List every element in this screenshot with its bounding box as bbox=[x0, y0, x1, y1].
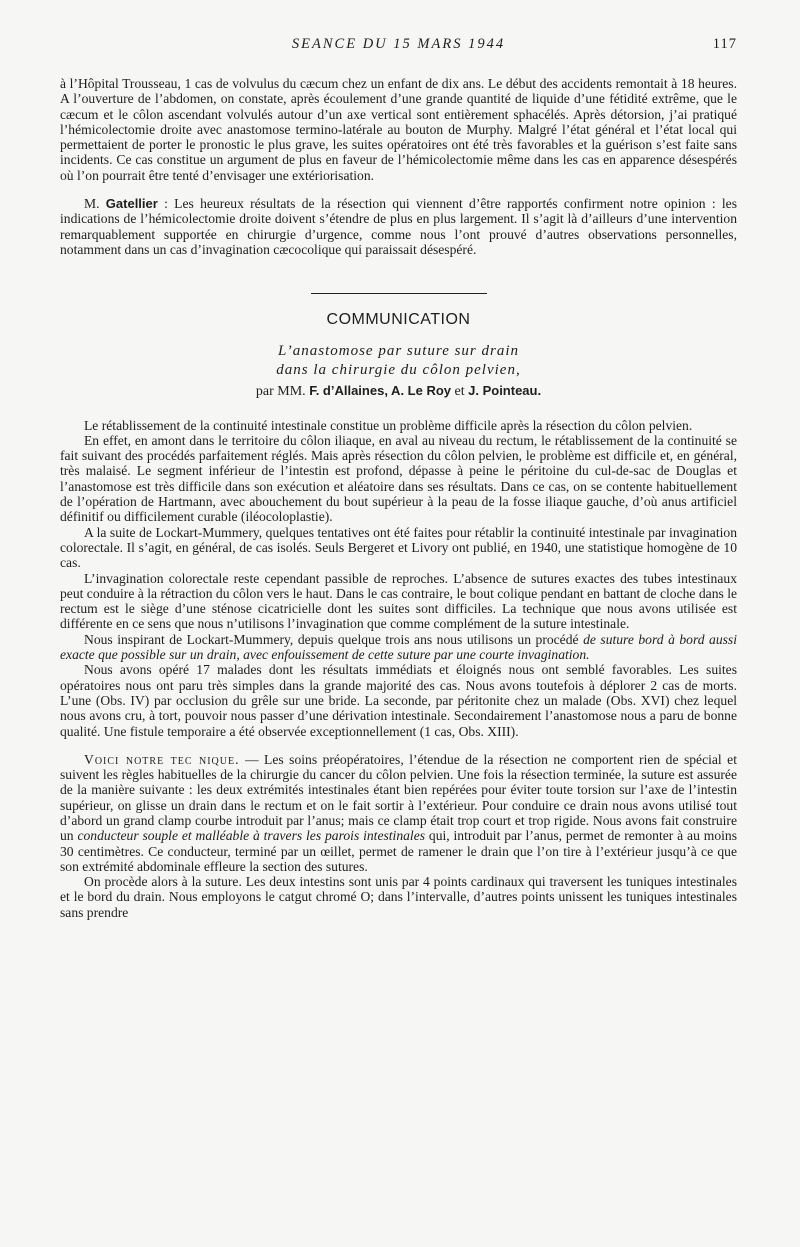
technique-text-a: — Les soins préopératoires, l’étendue de la résection ne comportent rien de spécial et suivent les règles habituelles de la chirurgie du cancer du côlon pelvien. Une fois la résection terminée, la suture est assurée de la manière suivante : les deux extrémités intestinales étant bien repérées pour éviter toute torsion sur l’axe de l’intestin supérieur, on glisse un drain dans le rectum et on le fait sortir à l’extérieur. Pour conduire ce drain nous avons utilisé tout d’abord un grand clamp courbe introduit par l’anus; mais ce clamp était trop court et trop rigide. Nous avons fait construire un bbox=[60, 751, 737, 844]
technique-text-b: qui, introduit par l’anus, permet de remonter à au moins 30 centimètres. Ce conducteur, terminé par un œillet, permet de ramener le drain que l’on tire à l’extérieur jusqu’à ce que son extrémité abdominale effleure la section des sutures. bbox=[60, 828, 737, 874]
page-header bbox=[60, 36, 737, 56]
article-title-line-2: dans la chirurgie du côlon pelvien, bbox=[276, 362, 521, 379]
paragraph-trousseau-case: à l’Hôpital Trousseau, 1 cas de volvulus du cæcum chez un enfant de dix ans. Le début des accidents remontait à 18 heures. A l’ouverture de l’abdomen, on constate, après écoulement d’une grande quantité de liquide d’une fétidité extrême, que le cæcum et le côlon ascendant volvulés autour d’un axe vertical sont entièrement sphacélés. Après détorsion, j’ai pratiqué l’hémicolectomie droite avec anastomose termino-latérale au bouton de Murphy. Malgré l’état général et l’état local qui permettaient de porter le pronostic le plus grave, les suites opératoires ont été très favorables et la guérison s’est faite sans incidents. Ce cas constitue un argument de plus en faveur de l’hémicolectomie même dans les cas en apparence désespérés où l’on pourrait être tenté d’envisager une extériorisation. bbox=[60, 76, 737, 183]
page-number: 117 bbox=[712, 36, 737, 52]
speaker-prefix: M. bbox=[84, 196, 100, 212]
article-title bbox=[60, 342, 737, 381]
paragraph-en-effet: En effet, en amont dans le territoire du côlon iliaque, en aval au niveau du rectum, le rétablissement de la continuité se fait suivant des procédés parfaitement réglés. Mais après résection du côlon pelvien, le problème est difficile et, en général, très malaisé. Le segment inférieur de l’intestin est profond, dépasse à peine le péritoine du cul-de-sac de Douglas et l’anastomose est très difficile dans son exécution et aléatoire dans ses résultats. Dans ce cas, on se contente habituellement de l’opération de Hartmann, avec abouchement du bout supérieur à la peau de la fosse iliaque gauche, d’où anus artificiel définitif ou difficilement curable (iléocoloplastie). bbox=[60, 432, 737, 525]
paragraph-gatellier bbox=[60, 196, 737, 257]
article-title-line-1: L’anastomose par suture sur drain bbox=[277, 342, 520, 359]
technique-heading: Voici notre tec nique. bbox=[84, 751, 240, 767]
speaker-name: Gatellier bbox=[105, 196, 158, 212]
paragraph-results: Nous avons opéré 17 malades dont les résultats immédiats et éloignés nous ont semblé favorables. Les suites opératoires nous ont paru très simples dans la grande majorité des cas. Nous avons toutefois à déplorer 2 cas de morts. L’une (Obs. IV) par occlusion du grêle sur une bride. La seconde, par péritonite chez un malade (Obs. XVI) chez lequel nous avons cru, à tort, pouvoir nous passer d’une dérivation intestinale. Secondairement l’anastomose nous a paru de bonne qualité. Une fistule temporaire a été observée exceptionnellement (1 cas, Obs. XIII). bbox=[60, 662, 737, 739]
gatellier-text: : Les heureux résultats de la résection qui viennent d’être rapportés confirment notre opinion : les indications de l’hémicolectomie droite doivent s’étendre de plus en plus largement. Il s’agit là d’ailleurs d’une intervention remarquablement supportée en chirurgie d’urgence, comme nous l’ont prouvé d’autres observations personnelles, notamment dans un cas d’invagination cæcocolique qui paraissait désespéré. bbox=[60, 196, 737, 257]
paragraph-intro: Le rétablissement de la continuité intestinale constitue un problème difficile après la résection du côlon pelvien. bbox=[84, 417, 693, 433]
byline-authors: F. d’Allaines, A. Le Roy bbox=[309, 382, 452, 398]
article-byline bbox=[60, 381, 737, 402]
byline-prefix: par MM. bbox=[255, 383, 306, 399]
procede-text: Nous inspirant de Lockart-Mummery, depuis quelque trois ans nous utilisons un procédé bbox=[84, 631, 584, 647]
paragraph-procede bbox=[60, 632, 737, 663]
technique-italic: conducteur souple et malléable à travers les parois intestinales bbox=[77, 828, 426, 844]
byline-last-author: J. Pointeau. bbox=[468, 382, 542, 398]
paragraph-suture: On procède alors à la suture. Les deux intestins sont unis par 4 points cardinaux qui traversent les tuniques intestinales et le bord du drain. Nous employons le catgut chromé O; dans l’intervalle, d’autres points unissent les tuniques intestinales sans prendre bbox=[60, 874, 737, 920]
paragraph-invagination: L’invagination colorectale reste cependant passible de reproches. L’absence de sutures exactes des tubes intestinaux peut conduire à la rétraction du côlon vers le haut. Dans le cas contraire, le bout colique pendant en battant de cloche dans le rectum est le siège d’une sténose cicatricielle dont les suites sont difficiles. La technique que nous avons utilisée est différente en ce sens que nous n’utilisons l’invagination que comme complément de la suture intestinale. bbox=[60, 570, 737, 632]
body-text bbox=[60, 76, 737, 920]
running-title: SEANCE DU 15 MARS 1944 bbox=[291, 36, 506, 52]
byline-and: et bbox=[454, 383, 465, 399]
section-divider bbox=[60, 282, 737, 284]
paragraph-technique bbox=[60, 752, 737, 874]
paragraph-lockart: A la suite de Lockart-Mummery, quelques tentatives ont été faites pour rétablir la continuité intestinale par invagination colorectale. Il s’agit, en général, de cas isolés. Seuls Bergeret et Livory ont publié, en 1940, une statistique homogène de 10 cas. bbox=[60, 524, 737, 571]
procede-italic: de suture bord à bord aussi exacte que possible sur un drain, avec enfouissement de cette suture par une courte invagination. bbox=[60, 631, 738, 663]
section-heading: COMMUNICATION bbox=[326, 311, 471, 329]
